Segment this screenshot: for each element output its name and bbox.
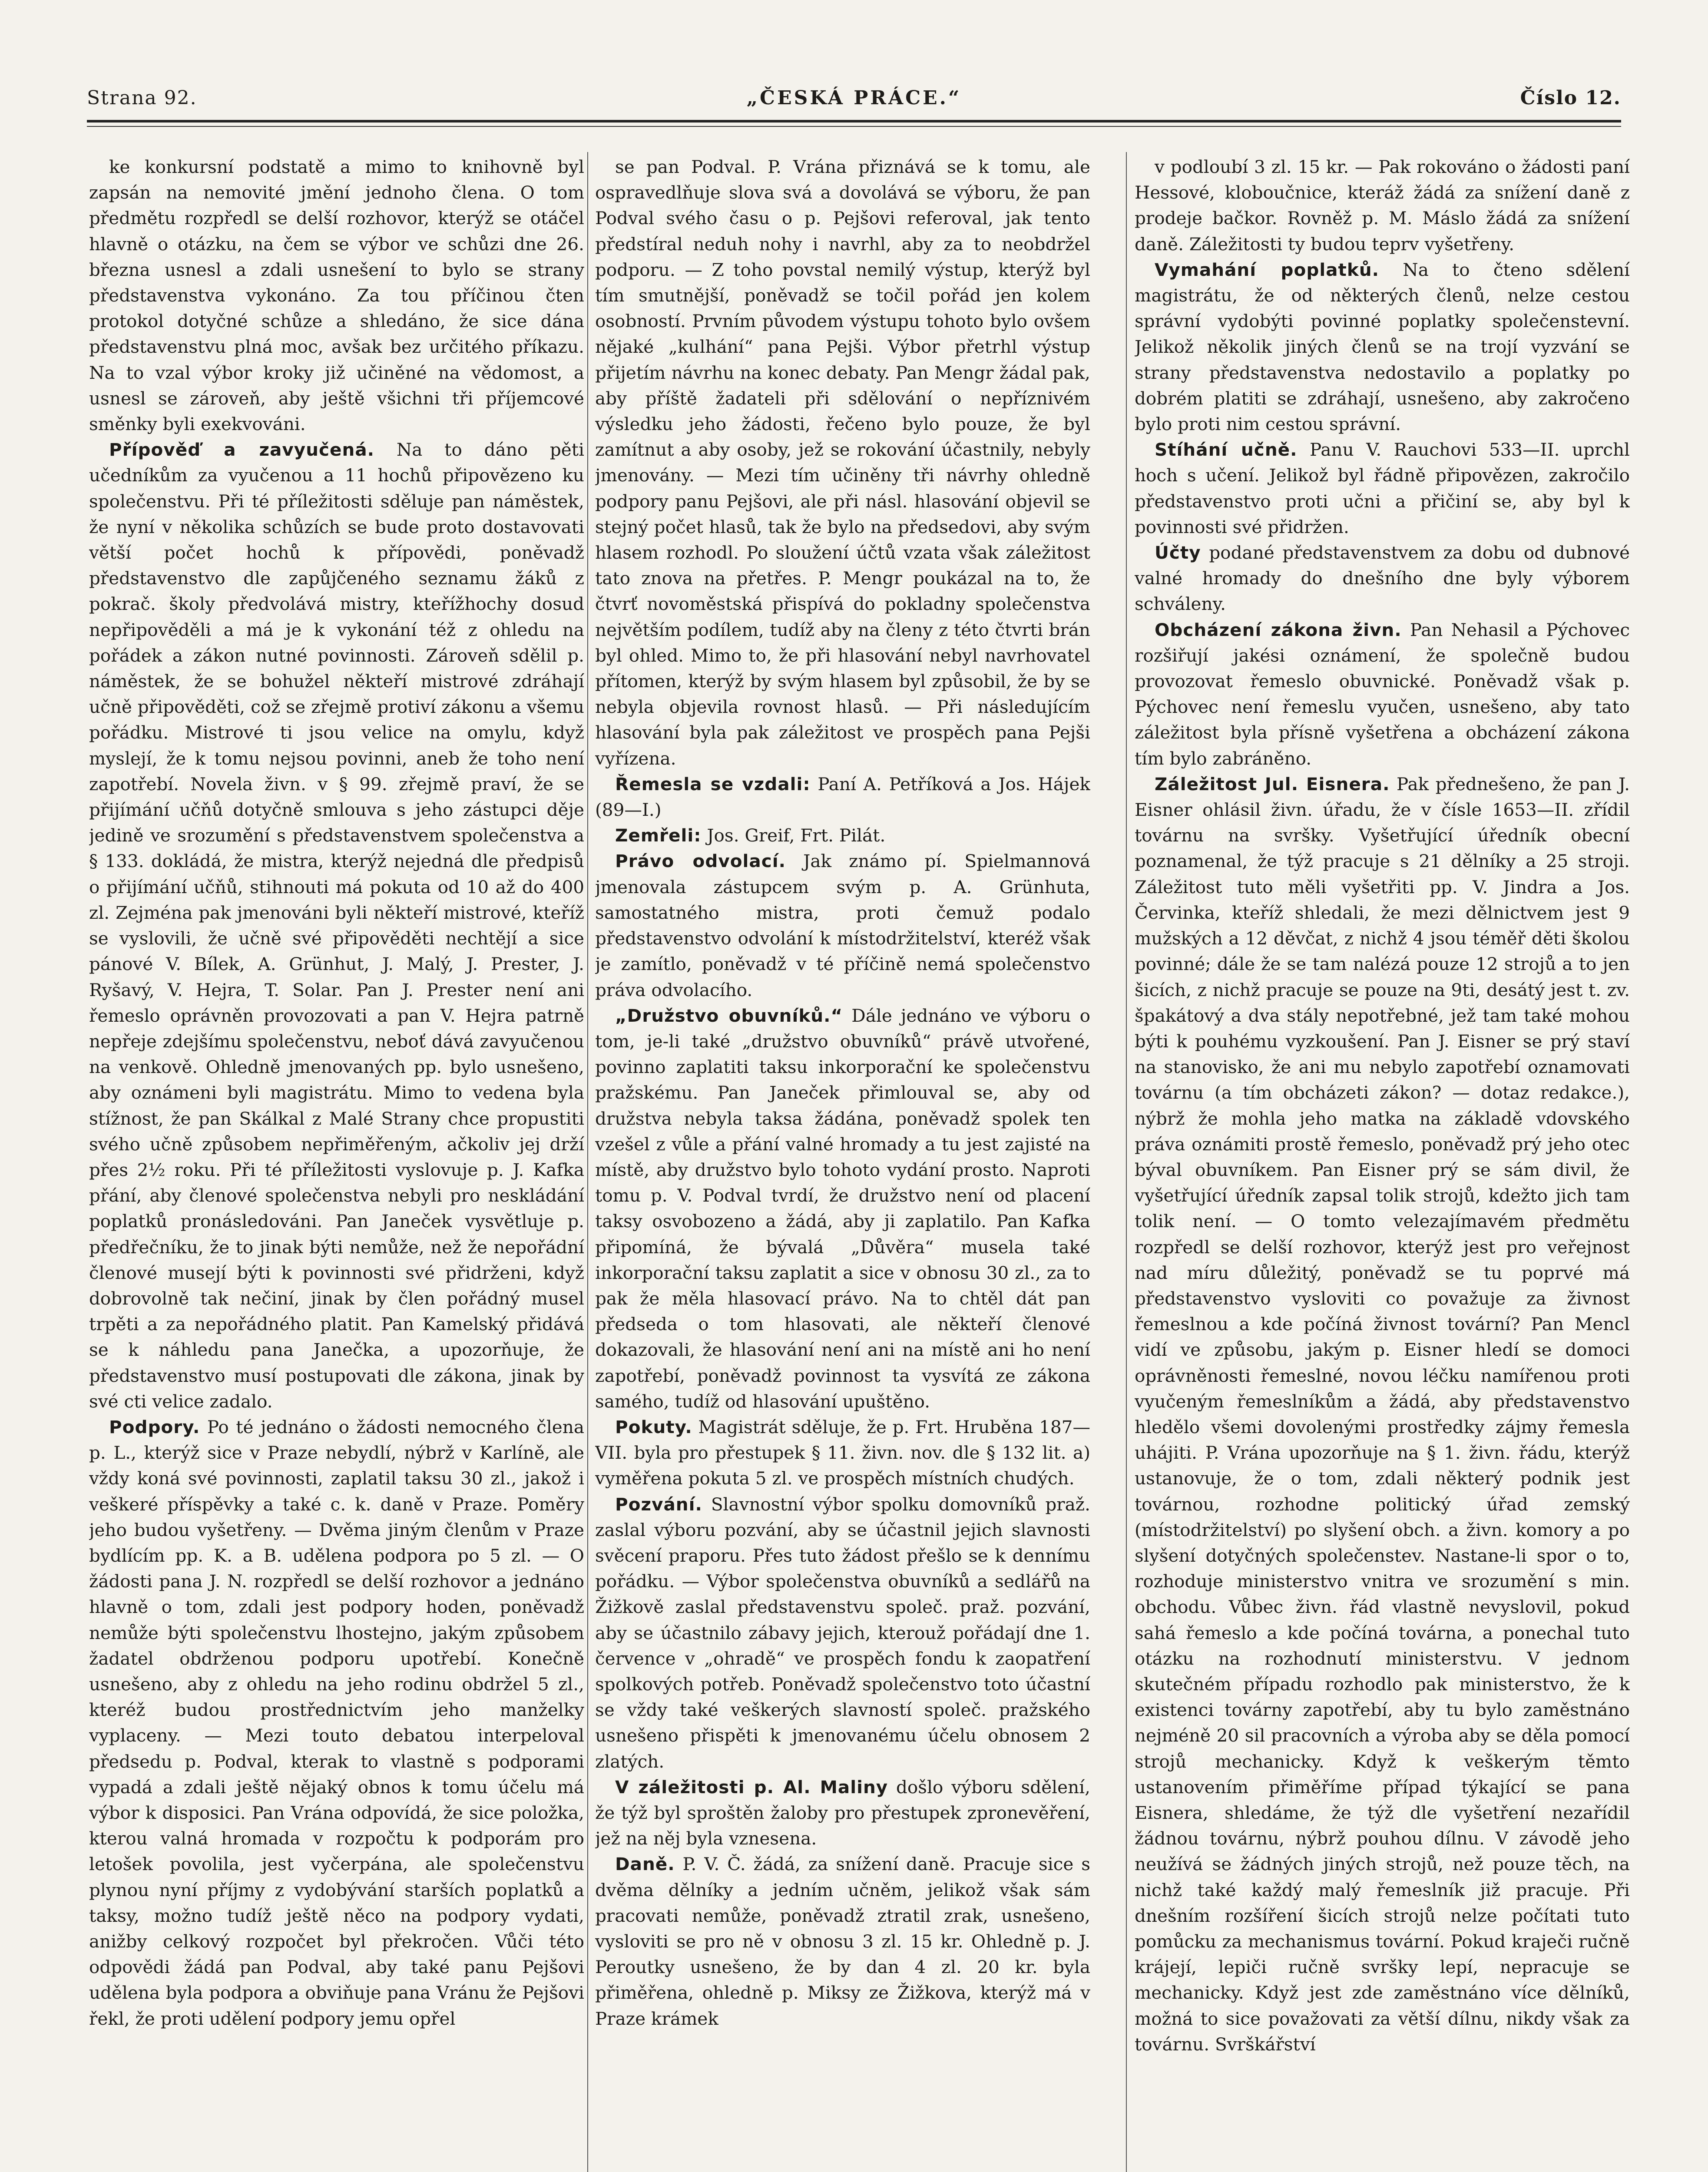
paragraph: Obcházení zákona živn. Pan Nehasil a Pýchovec rozšiřují jakési oznámení, že společně budou provozovat řemeslo obuvnické. Poněvadž však p. Pýchovec není řemeslu vyučen, usnešeno, aby tato záležitost byla přísně vyšetřena a obcházení zákona tím bylo zabráněno. bbox=[1135, 619, 1630, 769]
paragraph: „Družstvo obuvníků.“ Dále jednáno ve výboru o tom, je-li také „družstvo obuvníků“ právě utvořené, povinno zaplatiti taksu inkorporační ke společenstvu pražskému. Pan Janeček přimlouval se, aby od družstva nebyla taksa žádána, poněvadž spolek ten vzešel z vůle a přání valné hromady a tu jest zajisté na místě, aby družstvo bylo tohoto vydání prosto. Naproti tomu p. V. Podval tvrdí, že družstvo není od placení taksy osvobozeno a žádá, aby ji zaplatilo. Pan Kafka připomíná, že bývalá „Důvěra“ musela také inkorporační taksu zaplatit a sice v obnosu 30 zl., za to pak že měla hlasovací právo. Na to chtěl dát pan předseda o tom hlasovati, ale někteří členové dokazovali, že hlasování není ani na místě ani ho není zapotřebí, poněvadž povinnost ta vysvítá ze zákona samého, tudíž od hlasování upuštěno. bbox=[595, 1005, 1090, 1412]
paragraph: Pokuty. Magistrát sděluje, že p. Frt. Hruběna 187—VII. byla pro přestupek § 11. živn. nov. dle § 132 lit. a) vyměřena pokuta 5 zl. ve prospěch místních chudých. bbox=[595, 1416, 1090, 1489]
section-heading: Záležitost Jul. Eisnera. bbox=[1155, 773, 1390, 795]
section-heading: Pozvání. bbox=[615, 1493, 702, 1515]
paragraph: Záležitost Jul. Eisnera. Pak přednešeno, že pan J. Eisner ohlásil živn. úřadu, že v čísle 1653—II. zřídil továrnu na svršky. Vyšetřující úředník obecní poznamenal, že týž pracuje s 21 dělníky a 25 stroji. Záležitost tuto měli vyšetřiti pp. V. Jindra a Jos. Červinka, kteříž shledali, že mezi dělnictvem jest 9 mužských a 12 děvčat, z nichž 4 jsou téměř děti školou povinné; dále že se tam nalézá pouze 12 strojů a to jen šicích, z nichž pracuje se pouze na 9ti, desátý jest t. zv. špakátový a dva stály nepotřebné, jež tam také mohou býti k pouhému vyzkoušení. Pan J. Eisner se prý staví na stanovisko, že ani mu nebylo zapotřebí oznamovati továrnu (a tím obcházeti zákon? — dotaz redakce.), nýbrž že mohla jeho matka na základě vdovského práva oznámiti prostě řemeslo, poněvadž prý jeho otec býval obuvníkem. Pan Eisner prý se sám divil, že vyšetřující úředník zapsal tolik strojů, kdežto jich tam tolik není. — O tomto velezajímavém předmětu rozpředl se delší rozhovor, kterýž jest pro veřejnost nad míru důležitý, poněvadž se tu poprvé má představenstvo vysloviti co považuje za živnost řemeslnou a kde počíná živnost tovární? Pan Mencl vidí ve způsobu, jakým p. Eisner hledí se domoci oprávněnosti řemeslné, novou léčku namířenou proti vyučeným řemeslníkům a žádá, aby představenstvo hledělo všemi dovolenými prostředky zájmy řemesla uhájiti. P. Vrána upozorňuje na § 1. živn. řádu, kterýž ustanovuje, že o tom, zdali některý podnik jest továrnou, rozhodne politický úřad zemský (místodržitelství) po slyšení obch. a živn. komory a po slyšení dotyčných společenstev. Nastane-li spor o to, rozhoduje ministerstvo vnitra ve srozumění s min. obchodu. Vůbec živn. řád vlastně nevyslovil, pokud sahá řemeslo a kde počíná továrna, a ponechal tuto otázku na rozhodnutí ministerstvu. V jednom skutečném případu rozhodlo pak ministerstvo, že k existenci továrny zapotřebí, aby tu bylo zaměstnáno nejméně 20 sil pracovních a výroba aby se děla pomocí strojů mechanicky. Když k veškerým těmto ustanovením přiměříme případ týkající se pana Eisnera, shledáme, že týž dle vyšetření nezařídil žádnou továrnu, nýbrž pouhou dílnu. V závodě jeho neužívá se žádných jiných strojů, než pouze těch, na nichž také každý malý řemeslník již pracuje. Při dnešním rozšíření šicích strojů nelze počítati tuto pomůcku za mechanismus tovární. Pokud kraječi ručně krájejí, lepiči ručně svršky lepí, nepracuje se mechanicky. Když jest zde zaměstnáno více dělníků, možná to sice považovati za větší dílnu, nikdy však za továrnu. Svrškářství bbox=[1135, 773, 1630, 2055]
column-2 bbox=[595, 154, 1090, 2172]
section-heading: Pokuty. bbox=[615, 1416, 692, 1437]
paragraph: v podloubí 3 zl. 15 kr. — Pak rokováno o žádosti paní Hessové, kloboučnice, kteráž žádá za snížení daně z prodeje bačkor. Rovněž p. M. Máslo žádá za snížení daně. Záležitosti ty budou teprv vyšetřeny. bbox=[1135, 156, 1630, 255]
section-heading: Stíhání učně. bbox=[1155, 439, 1298, 460]
section-heading: Zemřeli: bbox=[615, 825, 702, 846]
paragraph: Zemřeli: Jos. Greif, Frt. Pilát. bbox=[615, 825, 886, 846]
column-divider bbox=[587, 152, 588, 2172]
paragraph: Pozvání. Slavnostní výbor spolku domovníků praž. zaslal výboru pozvání, aby se účastnil jejich slavnosti svěcení praporu. Přes tuto žádost přešlo se k dennímu pořádku. — Výbor společenstva obuvníků a sedlářů na Žižkově zaslal představenstvu společ. praž. pozvání, aby se účastnilo zábavy jejich, kterouž pořádají dne 1. července v „ohradě“ ve prospěch fondu k zaopatření spolkových potřeb. Poněvadž společenstvo toto účastní se vždy také veškerých slavností společ. pražského usnešeno přispěti k jmenovanému účelu obnosem 2 zlatých. bbox=[595, 1493, 1090, 1772]
column-3 bbox=[1135, 154, 1630, 2172]
issue-number: Číslo 12. bbox=[1520, 87, 1621, 109]
paragraph: Přípověď a zavyučená. Na to dáno pěti učedníkům za vyučenou a 11 hochů připovězeno ku společenstvu. Při té příležitosti sděluje pan náměstek, že nyní v několika schůzích se bude proto dostavovati větší počet hochů k přípovědi, poněvadž představenstvo dle zapůjčeného seznamu žáků z pokrač. školy předvolává mistry, kteřížhochy dosud nepřipověděli a má je k vykonání též z ohledu na pořádek a zákon nutné povinnosti. Zároveň sdělil p. náměstek, že se bohužel někteří mistrové zdráhají učně připověděti, což se zřejmě protiví zákonu a všemu pořádku. Mistrové ti jsou velice na omylu, když myslejí, že k tomu nejsou povinni, aneb že toho není zapotřebí. Novela živn. v § 99. zřejmě praví, že se přijímání učňů dotyčně smlouva s jeho zástupci děje jedině ve srozumění s představenstvem společenstva a § 133. dokládá, že mistra, kterýž nejedná dle předpisů o přijímání učňů, stihnouti má pokuta od 10 až do 400 zl. Zejména pak jmenováni byli někteří mistrové, kteříž se vyslovili, že učně své připověděti nechtějí a sice pánové V. Bílek, A. Grünhut, J. Malý, J. Prester, J. Ryšavý, V. Hejra, T. Solar. Pan J. Prester není ani řemeslo oprávněn provozovati a pan V. Hejra patrně nepřeje zdejšímu společenstvu, neboť dává zavyučenou na venkově. Ohledně jmenovaných pp. bylo usnešeno, aby oznámeni byli magistrátu. Mimo to vedena byla stížnost, že pan Skálkal z Malé Strany chce propustiti svého učně způsobem nepřiměřeným, ačkoliv jej drží přes 2½ roku. Při té příležitosti vyslovuje p. J. Kafka přání, aby členové společenstva nebyli pro neskládání poplatků pronásledováni. Pan Janeček vysvětluje p. předřečníku, že to jinak býti nemůže, než že nepořádní členové musejí býti k povinnosti své přidrženi, když dobrovolně tak nečiní, jinak by člen pořádný musel trpěti a za nepořádného platit. Pan Kamelský přidává se k náhledu pana Janečka, a upozorňuje, že představenstvo musí postupovati dle zákona, jinak by své cti velice zadalo. bbox=[89, 439, 584, 1412]
header-rule bbox=[87, 120, 1621, 123]
paragraph: Účty podané představenstvem za dobu od dubnové valné hromady do dnešního dne byly výborem schváleny. bbox=[1135, 542, 1630, 615]
paragraph: Vymahání poplatků. Na to čteno sdělení magistrátu, že od některých členů, nelze cestou správní vydobýti povinné poplatky společenstevní. Jelikož několik jiných členů se na trojí vyzvání se strany představenstva nedostavilo a poplatky po dobrém platiti se zdráhají, usnešeno, aby zakročeno bylo proti nim cestou správní. bbox=[1135, 259, 1630, 435]
paragraph: Podpory. Po té jednáno o žádosti nemocného člena p. L., kterýž sice v Praze nebydlí, nýbrž v Karlíně, ale vždy koná své povinnosti, zaplatil taksu 30 zl., jakož i veškeré příspěvky a také c. k. daně v Praze. Poměry jeho budou vyšetřeny. — Dvěma jiným členům v Praze bydlícím pp. K. a B. udělena podpora po 5 zl. — O žádosti pana J. N. rozpředl se delší rozhovor a jednáno hlavně o tom, zdali jest podpory hoden, poněvadž nemůže býti společenstvu lhostejno, jakým způsobem žadatel obdrženou podporu upotřebí. Konečně usnešeno, aby z ohledu na jeho rodinu obdržel 5 zl., kteréž budou prostřednictvím jeho manželky vyplaceny. — Mezi touto debatou interpeloval předsedu p. Podval, kterak to vlastně s podporami vypadá a zdali ještě nějaký obnos k tomu účelu má výbor k disposici. Pan Vrána odpovídá, že sice položka, kterou valná hromada v rozpočtu k podporám pro letošek povolila, jest vyčerpána, ale společenstvu plynou nyní příjmy z vydobývání starších poplatků a taksy, možno tudíž ještě něco na podpory vydati, anižby celkový rozpočet byl překročen. Vůči této odpovědi žádá pan Podval, aby také panu Pejšovi udělena byla podpora a obviňuje pana Vránu že Pejšovi řekl, že proti udělení podpory jemu opřel bbox=[89, 1416, 584, 2029]
section-heading: „Družstvo obuvníků.“ bbox=[615, 1005, 843, 1026]
paragraph: ke konkursní podstatě a mimo to knihovně byl zapsán na nemovité jmění jednoho člena. O tom předmětu rozpředl se delší rozhovor, kterýž se otáčel hlavně o otázku, na čem se výbor ve schůzi dne 26. března usnesl a zdali usnešení to bylo se strany představenstva vykonáno. Za tou příčinou čten protokol dotyčné schůze a shledáno, že sice dána představenstvu plná moc, avšak bez určitého příkazu. Na to vzal výbor kroky již učiněné na vědomost, a usnesl se zároveň, aby ještě všichni tři příjemcové směnky byli exekvováni. bbox=[89, 156, 584, 435]
paragraph: Daně. P. V. Č. žádá, za snížení daně. Pracuje sice s dvěma dělníky a jedním učněm, jelikož však sám pracovati nemůže, poněvadž ztratil zrak, usnešeno, vysloviti se pro ně v obnosu 3 zl. 15 kr. Ohledně p. J. Peroutky usnešeno, že by dan 4 zl. 20 kr. byla přiměřena, ohledně p. Miksy ze Žižkova, kterýž má v Praze krámek bbox=[595, 1854, 1090, 2029]
journal-title: „ČESKÁ PRÁCE.“ bbox=[746, 87, 962, 109]
section-heading: Daně. bbox=[615, 1854, 675, 1875]
section-heading: Řemesla se vzdali: bbox=[615, 773, 811, 795]
section-heading: Účty bbox=[1155, 542, 1201, 563]
paragraph: Stíhání učně. Panu V. Rauchovi 533—II. uprchl hoch s učení. Jelikož byl řádně připovězen, zakročilo představenstvo proti učni a přičiní se, aby byl k povinnosti své přidržen. bbox=[1135, 439, 1630, 537]
column-divider bbox=[1126, 152, 1127, 2172]
section-heading: V záležitosti p. Al. Maliny bbox=[615, 1776, 888, 1798]
paragraph: Právo odvolací. Jak známo pí. Spielmannová jmenovala zástupcem svým p. A. Grünhuta, samostatného mistra, proti čemuž podalo představenstvo odvolání k místodržitelství, kteréž však je zamítlo, poněvadž v té příčině nemá společenstvo práva odvolacího. bbox=[595, 851, 1090, 1000]
section-heading: Podpory. bbox=[109, 1416, 200, 1437]
section-heading: Obcházení zákona živn. bbox=[1155, 619, 1402, 640]
section-heading: Vymahání poplatků. bbox=[1155, 259, 1380, 280]
section-heading: Přípověď a zavyučená. bbox=[109, 439, 375, 460]
column-1 bbox=[89, 154, 584, 2172]
paragraph: V záležitosti p. Al. Maliny došlo výboru sdělení, že týž byl sproštěn žaloby pro přestupek zpronevěření, jež na něj byla vznesena. bbox=[595, 1776, 1090, 1849]
page-number: Strana 92. bbox=[87, 87, 197, 109]
paragraph: se pan Podval. P. Vrána přiznává se k tomu, ale ospravedlňuje slova svá a dovolává se výboru, že pan Podval svého času o p. Pejšovi referoval, jak tento předstíral neduh nohy i navrhl, aby za to neobdržel podporu. — Z toho povstal nemilý výstup, kterýž byl tím smutnější, poněvadž se točil pořád jen kolem osobností. Prvním původem výstupu tohoto bylo ovšem nějaké „kulhání“ pana Pejši. Výbor přetrhl výstup přijetím návrhu na konec debaty. Pan Mengr žádal pak, aby příště žadateli při sdělování o nepříznivém výsledku jeho žádosti, řečeno bylo pouze, že byl zamítnut a aby osoby, jež se rokování účastnily, nebyly jmenovány. — Mezi tím učiněny tři návrhy ohledně podpory panu Pejšovi, ale při násl. hlasování objevil se stejný počet hlasů, tak že bylo na předsedovi, aby svým hlasem rozhodl. Po sloužení účtů vzata však záležitost tato znova na přetřes. P. Mengr poukázal na to, že čtvrť novoměstská přispívá do pokladny společenstva největším podílem, tudíž aby na členy z této čtvrti brán byl ohled. Mimo to, že při hlasování nebyl navrhovatel přítomen, kterýž by svým hlasem byl způsobil, že by se nebyla objevila rovnost hlasů. — Při následujícím hlasování byla pak záležitost ve prospěch pana Pejši vyřízena. bbox=[595, 156, 1090, 769]
header-rule-thin bbox=[87, 126, 1621, 127]
page-header bbox=[87, 87, 1621, 135]
section-heading: Právo odvolací. bbox=[615, 851, 786, 872]
paragraph: Řemesla se vzdali: Paní A. Petříková a Jos. Hájek (89—I.) bbox=[595, 773, 1090, 821]
